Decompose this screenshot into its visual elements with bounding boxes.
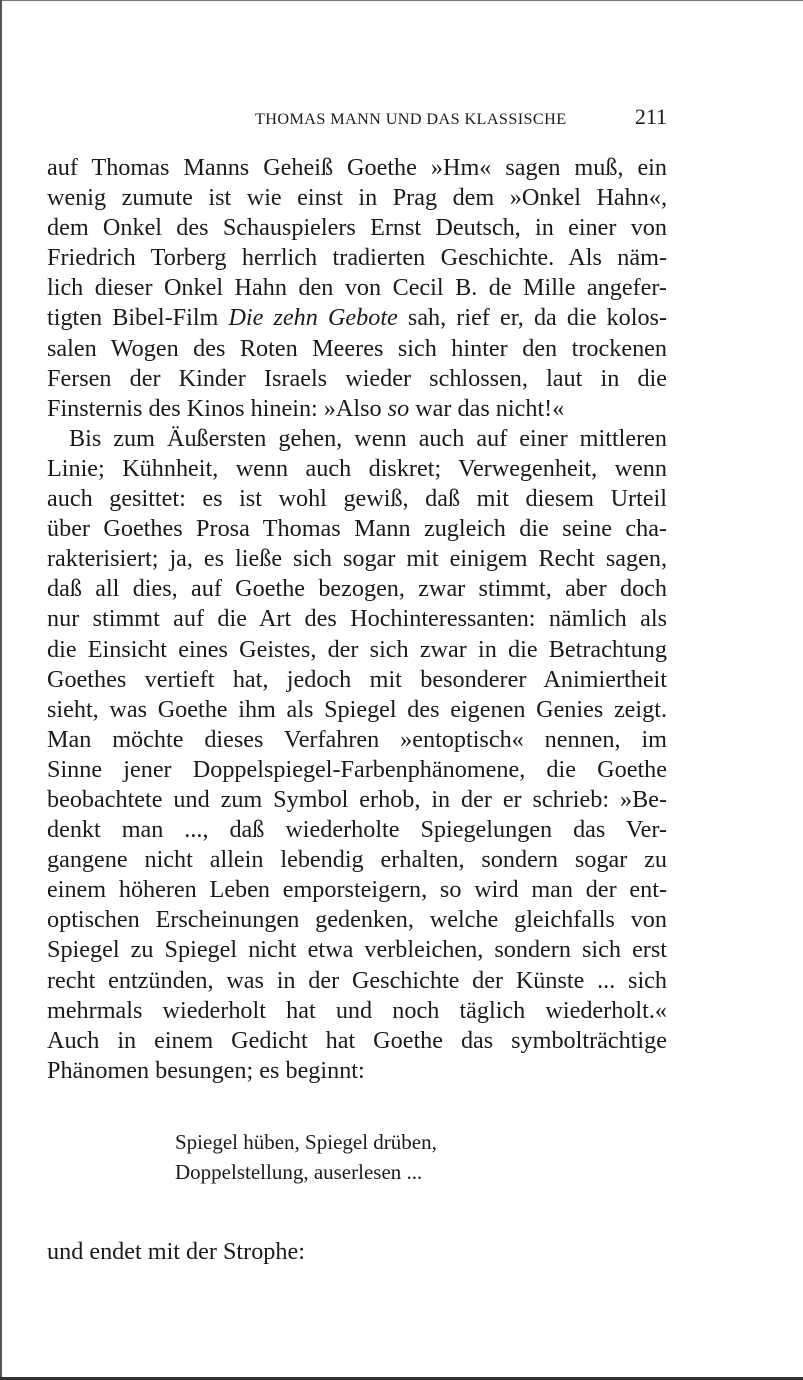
text-line: sieht, was Goethe ihm als Spiegel des eigenen Genies zeigt. [47, 695, 667, 723]
body-text [47, 153, 667, 1086]
text-line: nur stimmt auf die Art des Hochinteressanten: nämlich als [47, 605, 667, 633]
running-title: THOMAS MANN UND DAS KLASSISCHE [255, 110, 567, 128]
text-line: wenig zumute ist wie einst in Prag dem »Onkel Hahn«, [47, 184, 667, 212]
text-segment: tigten Bibel-Film [47, 304, 229, 332]
text-segment: Finsternis des Kinos hinein: »Also [47, 394, 388, 422]
text-line: Goethes vertieft hat, jedoch mit besonderer Animiertheit [47, 665, 667, 693]
text-line: Phänomen besungen; es beginnt: [47, 1056, 365, 1084]
text-segment: sah, rief er, da die kolos- [397, 304, 668, 332]
text-line: rakterisiert; ja, es ließe sich sogar mit einigem Recht sagen, [47, 545, 667, 573]
text-line: Linie; Kühnheit, wenn auch diskret; Verwegenheit, wenn [47, 454, 667, 482]
text-line [47, 303, 667, 333]
text-line: über Goethes Prosa Thomas Mann zugleich die seine cha- [47, 515, 667, 543]
text-line: denkt man ..., daß wiederholte Spiegelungen das Ver- [47, 816, 667, 844]
page-edge-top [0, 0, 803, 1]
page-number: 211 [634, 104, 667, 129]
text-line: auf Thomas Manns Geheiß Goethe »Hm« sagen muß, ein [47, 154, 667, 181]
closing-line: und endet mit der Strophe: [47, 1238, 305, 1265]
text-line: Bis zum Äußersten gehen, wenn auch auf einer mittleren [69, 424, 667, 452]
text-line: mehrmals wiederholt hat und noch täglich wiederholt.« [47, 996, 667, 1024]
text-line [47, 394, 667, 424]
text-line: Auch in einem Gedicht hat Goethe das symbolträchtige [47, 1026, 667, 1054]
verse-line: Doppelstellung, auserlesen ... [175, 1160, 423, 1184]
text-line: salen Wogen des Roten Meeres sich hinter den trockenen [47, 334, 667, 362]
text-line: Spiegel zu Spiegel nicht etwa verbleichen, sondern sich erst [47, 936, 667, 964]
text-line: daß all dies, auf Goethe bezogen, zwar stimmt, aber doch [47, 575, 667, 603]
text-line: lich dieser Onkel Hahn den von Cecil B. de Mille angefer- [47, 274, 667, 302]
text-line: Fersen der Kinder Israels wieder schlossen, laut in die [47, 364, 667, 392]
verse-quote [175, 1127, 437, 1187]
text-line: einem höheren Leben emporsteigern, so wird man der ent- [47, 876, 667, 904]
running-head [255, 104, 667, 130]
text-line: gangene nicht allein lebendig erhalten, sondern sogar zu [47, 846, 667, 874]
text-line: dem Onkel des Schauspielers Ernst Deutsch, in einer von [47, 214, 667, 242]
text-line: optischen Erscheinungen gedenken, welche gleichfalls von [47, 906, 667, 934]
text-line: Man möchte dieses Verfahren »entoptisch« nennen, im [47, 725, 667, 753]
text-line: die Einsicht eines Geistes, der sich zwar in die Betrachtung [47, 635, 667, 663]
text-line: Sinne jener Doppelspiegel-Farbenphänomene, die Goethe [47, 755, 667, 783]
text-line: auch gesittet: es ist wohl gewiß, daß mit diesem Urteil [47, 485, 667, 513]
text-segment: war das nicht!« [409, 394, 565, 422]
verse-line: Spiegel hüben, Spiegel drüben, [175, 1130, 437, 1154]
text-line: recht entzünden, was in der Geschichte der Künste ... sich [47, 966, 667, 994]
text-line: beobachtete und zum Symbol erhob, in der er schrieb: »Be- [47, 785, 667, 813]
italic-segment: so [387, 394, 410, 422]
italic-segment: Die zehn Gebote [228, 304, 398, 332]
text-line: Friedrich Torberg herrlich tradierten Geschichte. Als näm- [47, 244, 667, 272]
page-edge-left [0, 0, 2, 1380]
